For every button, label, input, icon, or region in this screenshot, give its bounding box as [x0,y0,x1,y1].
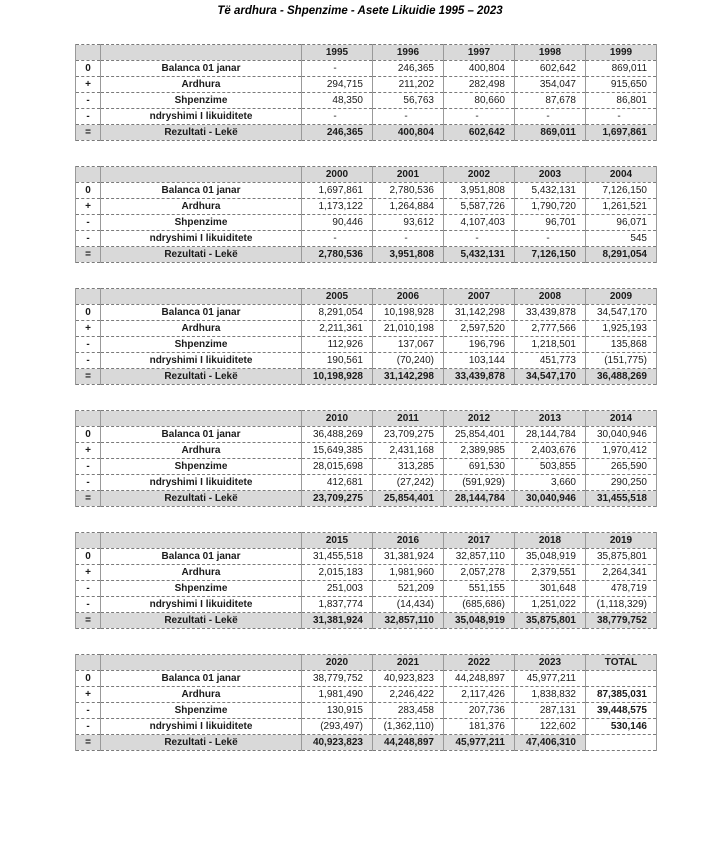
year-header-row [76,289,657,305]
row-label-cell: Balanca 01 janar [101,549,302,565]
value-cell: 44,248,897 [373,735,444,751]
row-symbol-cell: + [76,77,101,93]
row-symbol-cell: = [76,125,101,141]
row-label-cell: Rezultati - Lekë [101,613,302,629]
row-symbol-cell: 0 [76,549,101,565]
row-label-cell: Shpenzime [101,581,302,597]
row-symbol-cell: = [76,247,101,263]
row-label-cell: Shpenzime [101,215,302,231]
value-cell: 122,602 [515,719,586,735]
year-header-cell: 2005 [302,289,373,305]
year-header-cell: 2013 [515,411,586,427]
row-symbol-cell: 0 [76,61,101,77]
label-header-cell [101,655,302,671]
data-row [76,93,657,109]
row-label-cell: ndryshimi I likuiditete [101,353,302,369]
value-cell: 23,709,275 [373,427,444,443]
row-label-cell: Balanca 01 janar [101,61,302,77]
value-cell: 530,146 [586,719,657,735]
year-header-cell: 2015 [302,533,373,549]
value-cell: 38,779,752 [302,671,373,687]
row-symbol-cell: + [76,443,101,459]
row-symbol-cell: - [76,475,101,491]
value-cell: 265,590 [586,459,657,475]
value-cell: 86,801 [586,93,657,109]
value-cell: 2,431,168 [373,443,444,459]
value-cell: 2,780,536 [302,247,373,263]
year-header-cell: 2004 [586,167,657,183]
row-symbol-cell: - [76,353,101,369]
row-label-cell: Ardhura [101,443,302,459]
value-cell: (27,242) [373,475,444,491]
data-row [76,305,657,321]
value-cell: 32,857,110 [373,613,444,629]
data-row [76,459,657,475]
row-symbol-cell: - [76,597,101,613]
year-header-cell: 1996 [373,45,444,61]
value-cell: - [586,109,657,125]
year-header-cell: TOTAL [586,655,657,671]
value-cell: 1,970,412 [586,443,657,459]
value-cell: 25,854,401 [373,491,444,507]
value-cell: 30,040,946 [586,427,657,443]
row-label-cell: Rezultati - Lekë [101,491,302,507]
row-symbol-cell: + [76,321,101,337]
corner-cell [76,533,101,549]
year-header-cell: 2006 [373,289,444,305]
value-cell: (1,362,110) [373,719,444,735]
value-cell: 3,660 [515,475,586,491]
row-symbol-cell: - [76,215,101,231]
value-cell: 90,446 [302,215,373,231]
value-cell: 48,350 [302,93,373,109]
value-cell: 8,291,054 [302,305,373,321]
value-cell: 33,439,878 [515,305,586,321]
value-cell: 31,381,924 [373,549,444,565]
value-cell: 354,047 [515,77,586,93]
result-row [76,125,657,141]
row-symbol-cell: - [76,719,101,735]
value-cell: 246,365 [302,125,373,141]
value-cell: 32,857,110 [444,549,515,565]
value-cell: 2,379,551 [515,565,586,581]
value-cell: - [302,109,373,125]
value-cell: 21,010,198 [373,321,444,337]
value-cell [586,671,657,687]
result-row [76,735,657,751]
year-header-cell: 2023 [515,655,586,671]
year-header-cell: 2003 [515,167,586,183]
row-label-cell: ndryshimi I likuiditete [101,109,302,125]
year-header-cell: 2018 [515,533,586,549]
value-cell: 5,432,131 [515,183,586,199]
data-row [76,687,657,703]
row-label-cell: Balanca 01 janar [101,671,302,687]
page-title: Të ardhura - Shpenzime - Asete Likuidie 1995 – 2023 [217,5,503,17]
value-cell: 521,209 [373,581,444,597]
value-cell: 5,587,726 [444,199,515,215]
data-row [76,77,657,93]
value-cell: 290,250 [586,475,657,491]
corner-cell [76,411,101,427]
year-header-cell: 2014 [586,411,657,427]
value-cell: 602,642 [444,125,515,141]
year-header-cell: 1998 [515,45,586,61]
data-row [76,581,657,597]
value-cell: 10,198,928 [373,305,444,321]
year-header-cell: 1995 [302,45,373,61]
row-label-cell: Rezultati - Lekë [101,735,302,751]
tables-container [75,44,656,776]
value-cell: 1,264,884 [373,199,444,215]
value-cell: 2,389,985 [444,443,515,459]
row-symbol-cell: + [76,687,101,703]
value-cell: 1,837,774 [302,597,373,613]
value-cell: 503,855 [515,459,586,475]
label-header-cell [101,289,302,305]
result-row [76,613,657,629]
value-cell: 691,530 [444,459,515,475]
row-symbol-cell: - [76,703,101,719]
data-row [76,549,657,565]
value-cell: 545 [586,231,657,247]
value-cell: 246,365 [373,61,444,77]
value-cell: 1,251,022 [515,597,586,613]
value-cell: (14,434) [373,597,444,613]
result-row [76,247,657,263]
data-row [76,231,657,247]
row-symbol-cell: = [76,369,101,385]
row-symbol-cell: - [76,93,101,109]
value-cell: 28,015,698 [302,459,373,475]
value-cell: 287,131 [515,703,586,719]
value-cell: 1,838,832 [515,687,586,703]
row-label-cell: ndryshimi I likuiditete [101,719,302,735]
year-header-cell: 2020 [302,655,373,671]
value-cell: (293,497) [302,719,373,735]
value-cell: 15,649,385 [302,443,373,459]
period-table-2010 [75,410,657,507]
row-symbol-cell: 0 [76,427,101,443]
year-header-row [76,533,657,549]
value-cell: 38,779,752 [586,613,657,629]
value-cell: - [373,231,444,247]
value-cell: 25,854,401 [444,427,515,443]
year-header-row [76,167,657,183]
value-cell: 31,455,518 [586,491,657,507]
row-label-cell: Ardhura [101,565,302,581]
value-cell: 1,697,861 [586,125,657,141]
value-cell: 103,144 [444,353,515,369]
value-cell: 40,923,823 [373,671,444,687]
value-cell: 400,804 [373,125,444,141]
data-row [76,671,657,687]
value-cell: 1,790,720 [515,199,586,215]
row-label-cell: Rezultati - Lekë [101,125,302,141]
row-symbol-cell: 0 [76,183,101,199]
period-table-2020 [75,654,657,751]
corner-cell [76,45,101,61]
value-cell: 36,488,269 [586,369,657,385]
value-cell: 87,678 [515,93,586,109]
year-header-cell: 2012 [444,411,515,427]
data-row [76,427,657,443]
value-cell: 211,202 [373,77,444,93]
row-symbol-cell: - [76,459,101,475]
value-cell: 45,977,211 [444,735,515,751]
value-cell: - [302,61,373,77]
value-cell: 196,796 [444,337,515,353]
value-cell: 35,048,919 [515,549,586,565]
year-header-cell: 2000 [302,167,373,183]
row-label-cell: Shpenzime [101,703,302,719]
value-cell: 282,498 [444,77,515,93]
row-label-cell: Ardhura [101,687,302,703]
value-cell: 31,381,924 [302,613,373,629]
data-row [76,703,657,719]
corner-cell [76,167,101,183]
value-cell: 135,868 [586,337,657,353]
value-cell: 2,211,361 [302,321,373,337]
data-row [76,199,657,215]
row-symbol-cell: = [76,491,101,507]
value-cell: 7,126,150 [586,183,657,199]
label-header-cell [101,45,302,61]
value-cell: 35,875,801 [586,549,657,565]
value-cell: 2,264,341 [586,565,657,581]
value-cell: 2,246,422 [373,687,444,703]
value-cell: 2,057,278 [444,565,515,581]
data-row [76,215,657,231]
period-table-2005 [75,288,657,385]
year-header-cell: 2009 [586,289,657,305]
value-cell: 40,923,823 [302,735,373,751]
value-cell: - [515,109,586,125]
value-cell: 35,048,919 [444,613,515,629]
value-cell: 4,107,403 [444,215,515,231]
row-symbol-cell: = [76,613,101,629]
row-label-cell: Shpenzime [101,337,302,353]
value-cell: (1,118,329) [586,597,657,613]
year-header-cell: 2002 [444,167,515,183]
value-cell: 56,763 [373,93,444,109]
row-label-cell: Shpenzime [101,459,302,475]
row-symbol-cell: - [76,231,101,247]
value-cell: 181,376 [444,719,515,735]
value-cell: 47,406,310 [515,735,586,751]
year-header-cell: 2007 [444,289,515,305]
value-cell: 869,011 [586,61,657,77]
period-table-2015 [75,532,657,629]
value-cell: 5,432,131 [444,247,515,263]
value-cell: - [444,109,515,125]
year-header-row [76,655,657,671]
value-cell: 35,875,801 [515,613,586,629]
value-cell: 96,701 [515,215,586,231]
value-cell: 137,067 [373,337,444,353]
row-symbol-cell: = [76,735,101,751]
year-header-row [76,45,657,61]
value-cell: 39,448,575 [586,703,657,719]
row-label-cell: Balanca 01 janar [101,305,302,321]
row-label-cell: Ardhura [101,199,302,215]
value-cell: - [373,109,444,125]
value-cell: 3,951,808 [444,183,515,199]
year-header-cell: 2008 [515,289,586,305]
data-row [76,565,657,581]
label-header-cell [101,533,302,549]
value-cell: 251,003 [302,581,373,597]
value-cell: 412,681 [302,475,373,491]
data-row [76,337,657,353]
data-row [76,109,657,125]
data-row [76,353,657,369]
value-cell: 1,173,122 [302,199,373,215]
year-header-row [76,411,657,427]
year-header-cell: 2010 [302,411,373,427]
corner-cell [76,655,101,671]
year-header-cell: 2011 [373,411,444,427]
value-cell: 2,403,676 [515,443,586,459]
value-cell: 551,155 [444,581,515,597]
data-row [76,61,657,77]
value-cell: 87,385,031 [586,687,657,703]
value-cell: 112,926 [302,337,373,353]
row-label-cell: Rezultati - Lekë [101,369,302,385]
value-cell: 451,773 [515,353,586,369]
value-cell: 915,650 [586,77,657,93]
year-header-cell: 2017 [444,533,515,549]
value-cell: 30,040,946 [515,491,586,507]
value-cell: 207,736 [444,703,515,719]
value-cell: 1,218,501 [515,337,586,353]
value-cell: 1,261,521 [586,199,657,215]
year-header-cell: 1999 [586,45,657,61]
data-row [76,719,657,735]
value-cell: 23,709,275 [302,491,373,507]
value-cell: 93,612 [373,215,444,231]
value-cell: 10,198,928 [302,369,373,385]
result-row [76,369,657,385]
value-cell: 34,547,170 [515,369,586,385]
year-header-cell: 2019 [586,533,657,549]
row-label-cell: ndryshimi I likuiditete [101,231,302,247]
value-cell: 8,291,054 [586,247,657,263]
value-cell: 36,488,269 [302,427,373,443]
value-cell: 7,126,150 [515,247,586,263]
value-cell: 1,925,193 [586,321,657,337]
row-symbol-cell: - [76,337,101,353]
year-header-cell: 2021 [373,655,444,671]
value-cell: 313,285 [373,459,444,475]
value-cell: 294,715 [302,77,373,93]
value-cell: - [515,231,586,247]
row-label-cell: ndryshimi I likuiditete [101,597,302,613]
row-symbol-cell: - [76,581,101,597]
value-cell: 2,780,536 [373,183,444,199]
value-cell: 869,011 [515,125,586,141]
year-header-cell: 2022 [444,655,515,671]
value-cell: 34,547,170 [586,305,657,321]
value-cell: 478,719 [586,581,657,597]
row-label-cell: ndryshimi I likuiditete [101,475,302,491]
value-cell: (591,929) [444,475,515,491]
data-row [76,183,657,199]
row-label-cell: Ardhura [101,321,302,337]
row-symbol-cell: + [76,199,101,215]
label-header-cell [101,167,302,183]
value-cell: 1,981,490 [302,687,373,703]
row-label-cell: Shpenzime [101,93,302,109]
period-table-2000 [75,166,657,263]
row-symbol-cell: 0 [76,305,101,321]
year-header-cell: 2016 [373,533,444,549]
row-symbol-cell: + [76,565,101,581]
value-cell: 28,144,784 [515,427,586,443]
value-cell: 33,439,878 [444,369,515,385]
value-cell: 2,015,183 [302,565,373,581]
row-symbol-cell: - [76,109,101,125]
value-cell: 190,561 [302,353,373,369]
value-cell: 1,697,861 [302,183,373,199]
value-cell: 44,248,897 [444,671,515,687]
year-header-cell: 1997 [444,45,515,61]
value-cell: 31,142,298 [373,369,444,385]
value-cell: 1,981,960 [373,565,444,581]
value-cell: 45,977,211 [515,671,586,687]
row-label-cell: Balanca 01 janar [101,427,302,443]
value-cell: 31,455,518 [302,549,373,565]
row-label-cell: Ardhura [101,77,302,93]
period-table-1995 [75,44,657,141]
value-cell: (685,686) [444,597,515,613]
value-cell: 130,915 [302,703,373,719]
row-symbol-cell: 0 [76,671,101,687]
value-cell: - [302,231,373,247]
result-row [76,491,657,507]
value-cell: (70,240) [373,353,444,369]
year-header-cell: 2001 [373,167,444,183]
value-cell: 400,804 [444,61,515,77]
row-label-cell: Balanca 01 janar [101,183,302,199]
data-row [76,475,657,491]
data-row [76,597,657,613]
data-row [76,321,657,337]
value-cell: (151,775) [586,353,657,369]
data-row [76,443,657,459]
corner-cell [76,289,101,305]
value-cell: 2,777,566 [515,321,586,337]
value-cell [586,735,657,751]
value-cell: 301,648 [515,581,586,597]
value-cell: 602,642 [515,61,586,77]
value-cell: 80,660 [444,93,515,109]
value-cell: 96,071 [586,215,657,231]
label-header-cell [101,411,302,427]
row-label-cell: Rezultati - Lekë [101,247,302,263]
value-cell: 2,597,520 [444,321,515,337]
value-cell: 283,458 [373,703,444,719]
value-cell: 2,117,426 [444,687,515,703]
value-cell: 3,951,808 [373,247,444,263]
value-cell: 31,142,298 [444,305,515,321]
value-cell: 28,144,784 [444,491,515,507]
value-cell: - [444,231,515,247]
